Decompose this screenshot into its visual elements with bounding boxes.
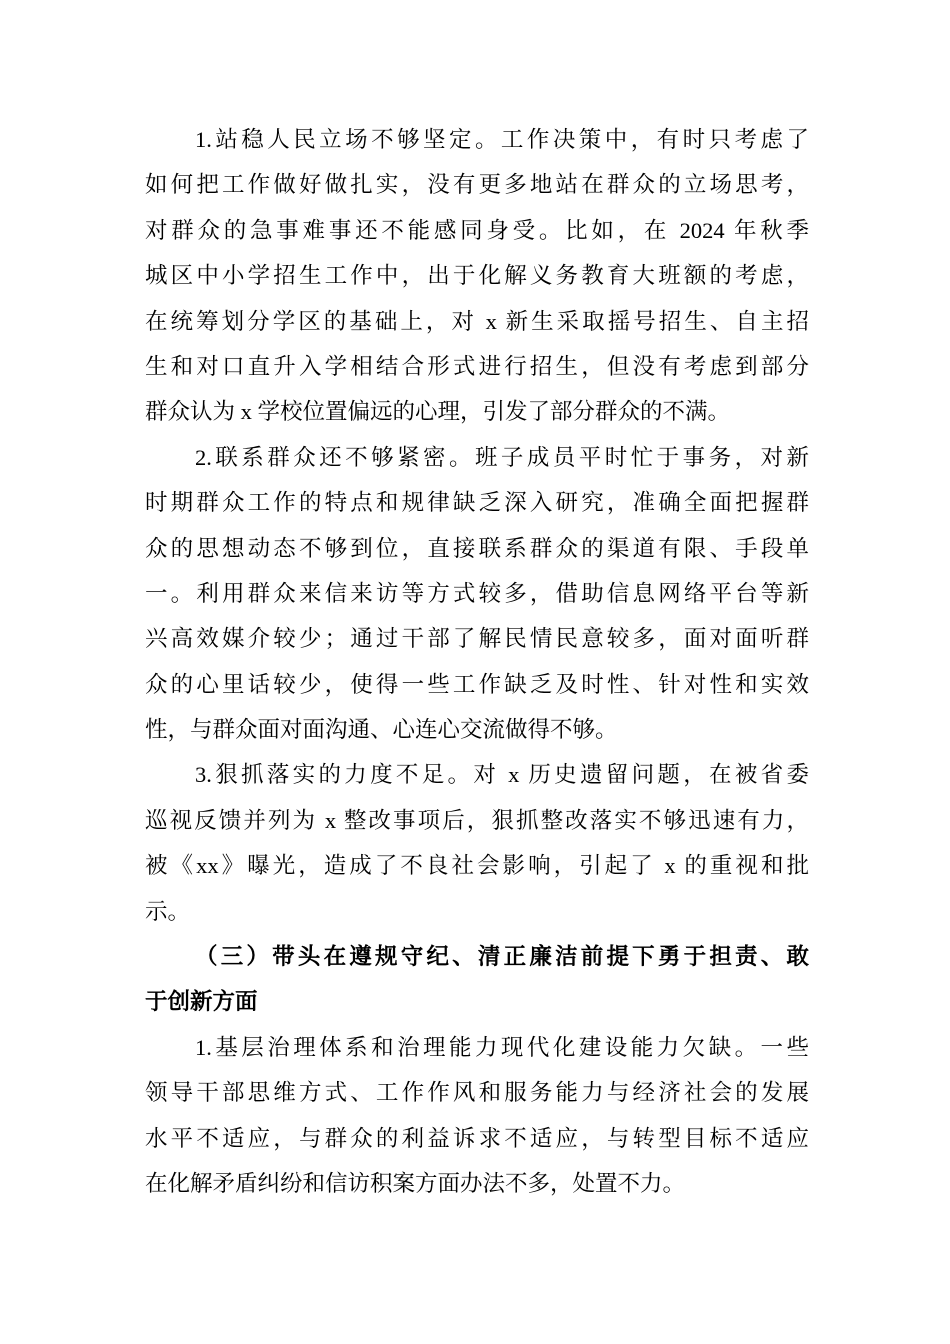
- text-line: 如何把工作做好做扎实，没有更多地站在群众的立场思考，: [145, 172, 809, 198]
- text-line: 在化解矛盾纠纷和信访积案方面办法不多，处置不力。: [145, 1170, 686, 1196]
- text-line: 兴高效媒介较少；通过干部了解民情民意较多，面对面听群: [145, 626, 809, 652]
- paragraph: [145, 752, 809, 934]
- text-line: 对群众的急事难事还不能感同身受。比如，在 2024 年秋季: [145, 217, 809, 243]
- text-line: 众的思想动态不够到位，直接联系群众的渠道有限、手段单: [145, 535, 809, 561]
- text-line: 一。利用群众来信来访等方式较多，借助信息网络平台等新: [145, 580, 809, 606]
- paragraph: [145, 1025, 809, 1207]
- text-line: 3.狠抓落实的力度不足。对 x 历史遗留问题，在被省委: [195, 762, 809, 788]
- text-line: 生和对口直升入学相结合形式进行招生，但没有考虑到部分: [145, 353, 809, 379]
- text-line: 1.基层治理体系和治理能力现代化建设能力欠缺。一些: [195, 1034, 809, 1060]
- text-line: 示。: [145, 898, 191, 924]
- text-line: 领导干部思维方式、工作作风和服务能力与经济社会的发展: [145, 1080, 809, 1106]
- section-heading: [145, 934, 809, 1025]
- document-body: [145, 117, 809, 1206]
- text-line: 巡视反馈并列为 x 整改事项后，狠抓整改落实不够迅速有力，: [145, 807, 809, 833]
- text-line: 群众认为 x 学校位置偏远的心理，引发了部分群众的不满。: [145, 399, 731, 425]
- text-line: 水平不适应，与群众的利益诉求不适应，与转型目标不适应: [145, 1125, 809, 1151]
- text-line: 在统筹划分学区的基础上，对 x 新生采取摇号招生、自主招: [145, 308, 809, 334]
- paragraph: [145, 435, 809, 753]
- text-line: 众的心里话较少，使得一些工作缺乏及时性、针对性和实效: [145, 671, 809, 697]
- text-line: 1.站稳人民立场不够坚定。工作决策中，有时只考虑了: [195, 127, 809, 152]
- text-line: 被《xx》曝光，造成了不良社会影响，引起了 x 的重视和批: [145, 853, 809, 879]
- text-line: 时期群众工作的特点和规律缺乏深入研究，准确全面把握群: [145, 490, 809, 516]
- text-line: 城区中小学招生工作中，出于化解义务教育大班额的考虑，: [145, 263, 809, 289]
- text-line: 于创新方面: [145, 989, 258, 1015]
- paragraph: [145, 117, 809, 435]
- text-line: （三）带头在遵规守纪、清正廉洁前提下勇于担责、敢: [195, 944, 809, 970]
- text-line: 2.联系群众还不够紧密。班子成员平时忙于事务，对新: [195, 444, 809, 470]
- text-line: 性，与群众面对面沟通、心连心交流做得不够。: [145, 717, 618, 743]
